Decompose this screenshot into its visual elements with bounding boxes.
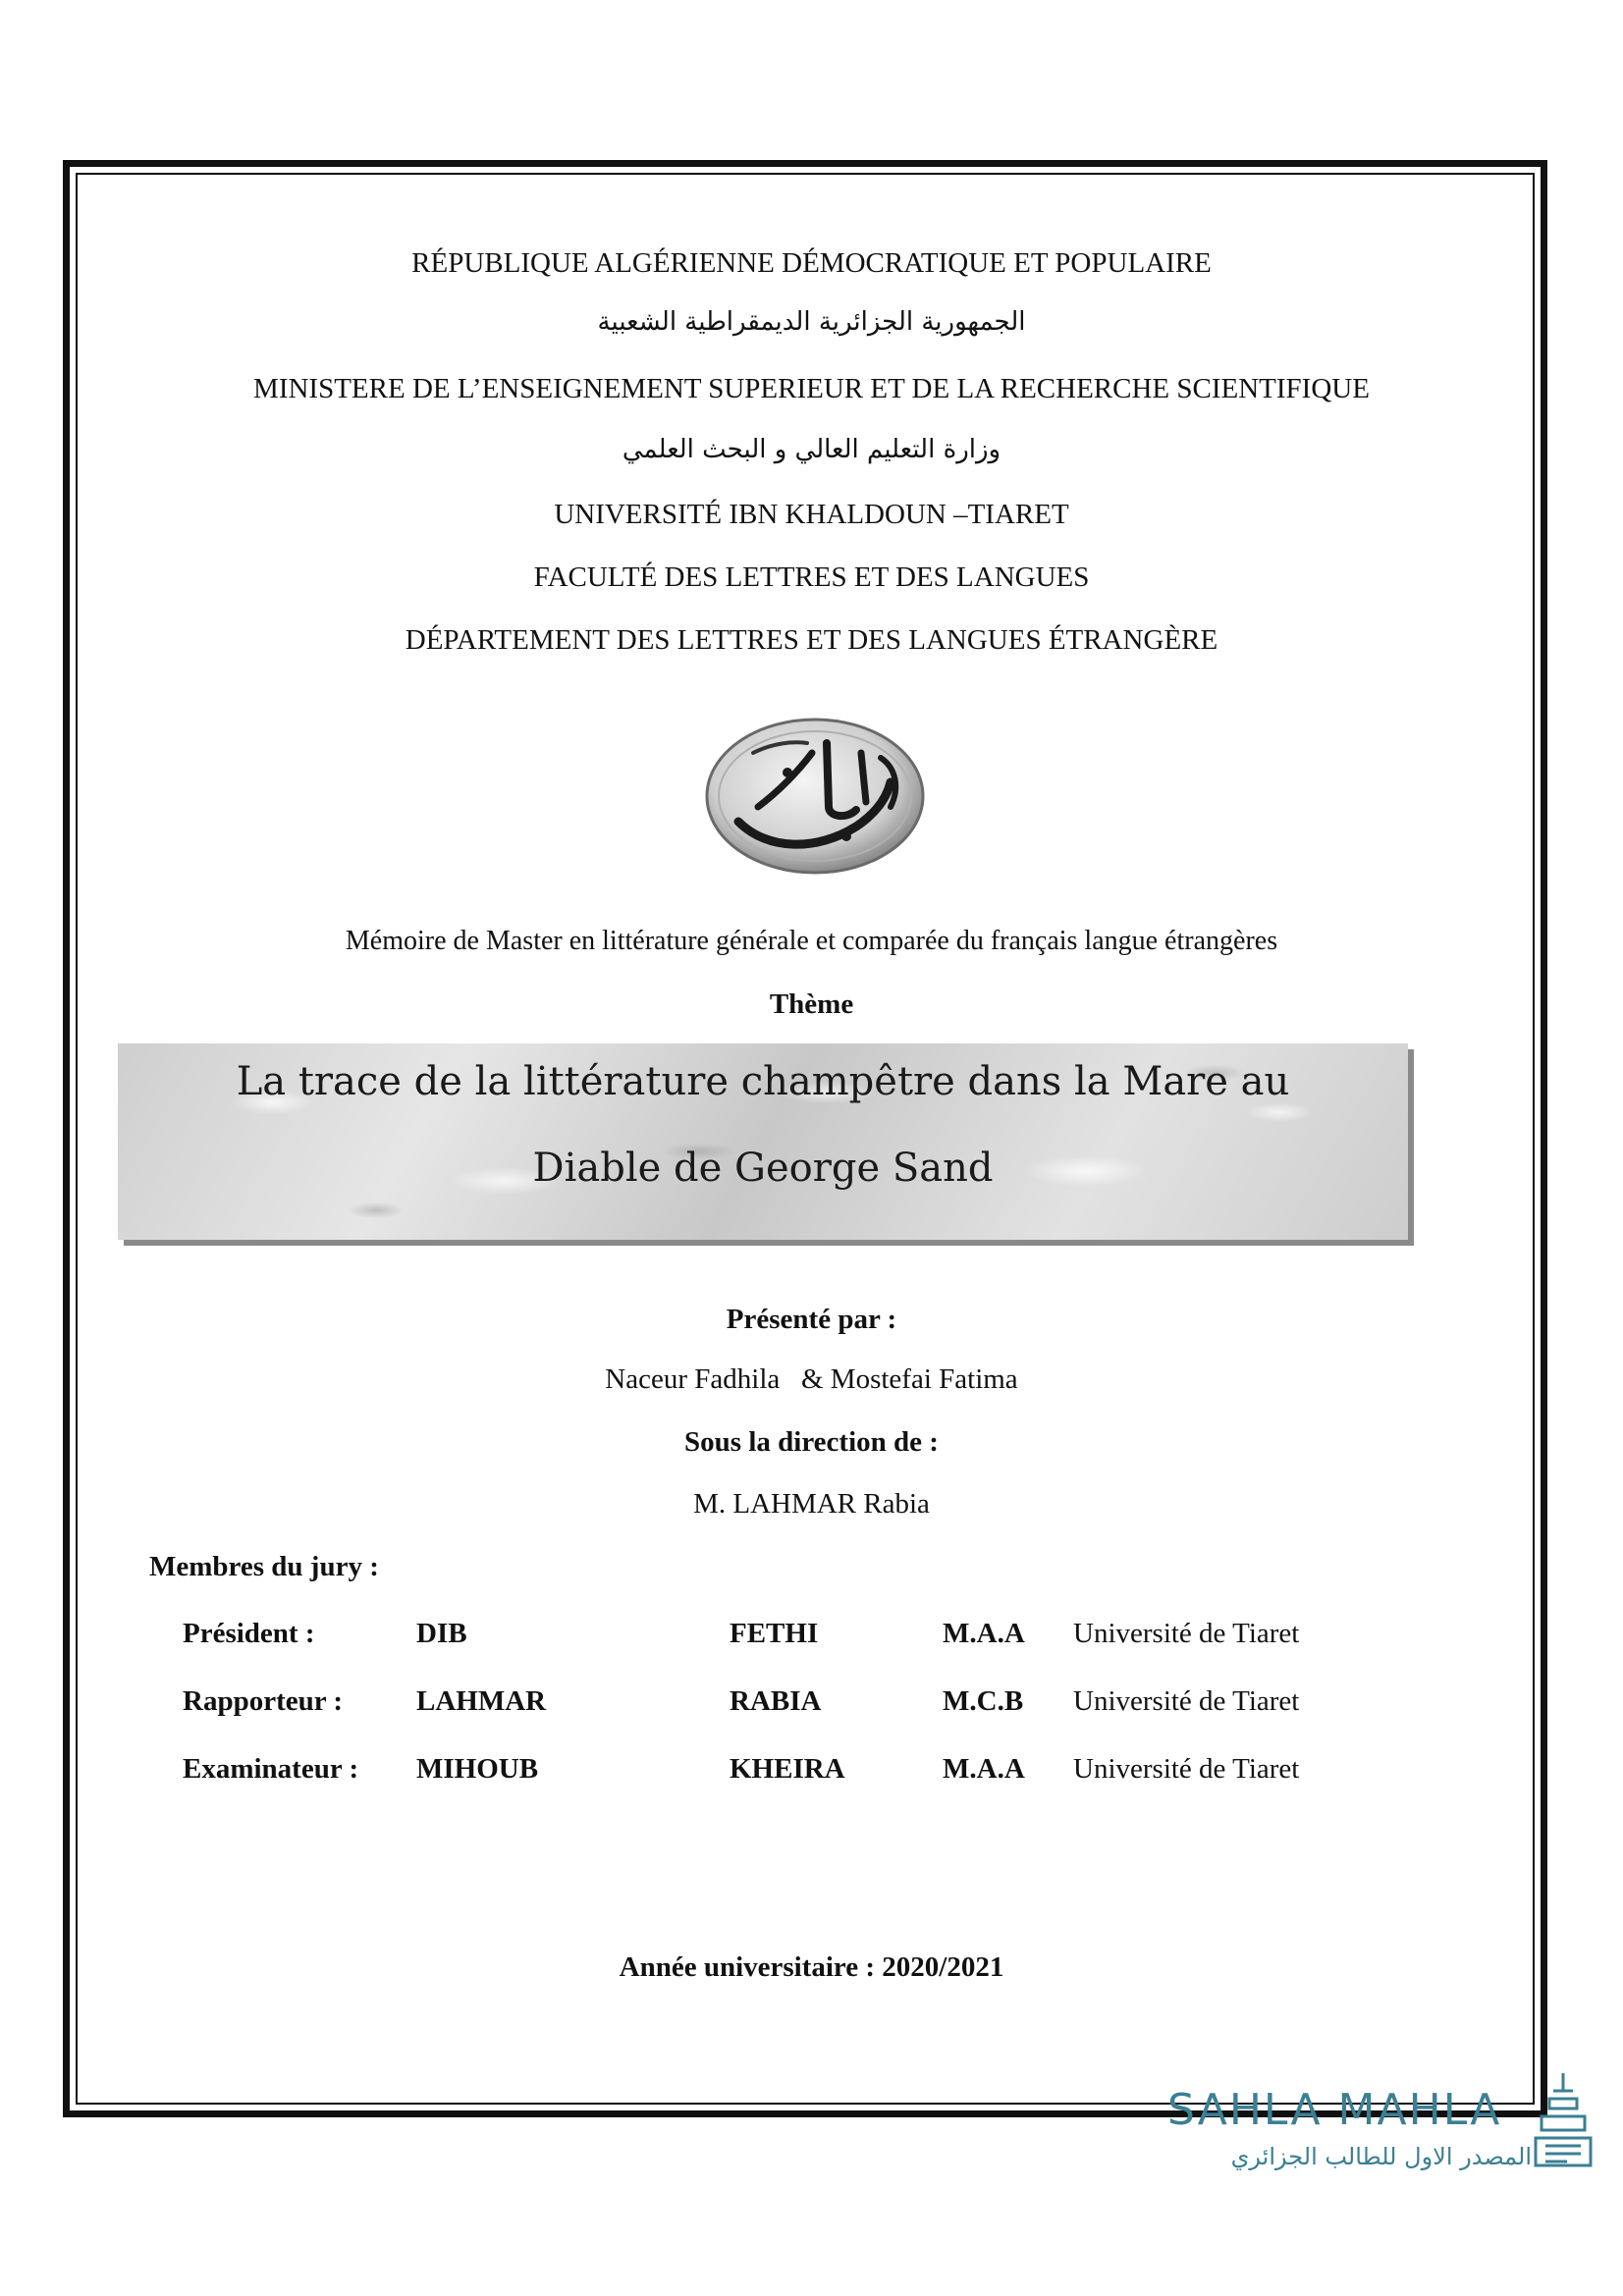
jury-lastname: LAHMAR <box>416 1685 547 1717</box>
direction-label: Sous la direction de : <box>684 1426 939 1458</box>
jury-grade: M.A.A <box>943 1753 1025 1785</box>
university-name: UNIVERSITÉ IBN KHALDOUN –TIARET <box>554 499 1069 530</box>
jury-firstname: RABIA <box>730 1685 822 1717</box>
jury-grade: M.A.A <box>943 1618 1025 1649</box>
jury-role: Examinateur : <box>183 1753 359 1785</box>
ministry-arabic: وزارة التعليم العالي و البحث العلمي <box>622 435 1001 464</box>
theme-label: Thème <box>769 988 854 1020</box>
jury-grade: M.C.B <box>943 1685 1024 1717</box>
republic-arabic: الجمهورية الجزائرية الديمقراطية الشعبية <box>597 307 1026 337</box>
presented-by-label: Présenté par : <box>726 1304 897 1335</box>
theme-title-line-2: Diable de George Sand <box>532 1146 994 1191</box>
department-name: DÉPARTEMENT DES LETTRES ET DES LANGUES ÉTRANGÈRE <box>405 624 1218 656</box>
theme-title-box <box>118 1043 1408 1240</box>
sahla-mahla-brand: SAHLA MAHLA <box>1167 2085 1502 2135</box>
jury-lastname: MIHOUB <box>416 1753 539 1785</box>
theme-title-line-1: La trace de la littérature champêtre dans la Mare au <box>236 1059 1290 1104</box>
jury-lastname: DIB <box>416 1618 467 1649</box>
memoire-description: Mémoire de Master en littérature générale et comparée du français langue étrangères <box>345 926 1278 956</box>
sahla-mahla-tagline: المصدر الاول للطالب الجزائري <box>1230 2143 1532 2170</box>
academic-year: Année universitaire : 2020/2021 <box>619 1951 1004 1983</box>
jury-institution: Université de Tiaret <box>1073 1618 1300 1649</box>
jury-institution: Université de Tiaret <box>1073 1753 1300 1785</box>
jury-role: Rapporteur : <box>183 1685 343 1717</box>
sahla-mahla-logo-icon <box>1532 2069 1595 2171</box>
jury-label: Membres du jury : <box>149 1551 379 1582</box>
jury-institution: Université de Tiaret <box>1073 1685 1300 1717</box>
university-emblem-icon <box>699 714 931 879</box>
ministry-french: MINISTERE DE L’ENSEIGNEMENT SUPERIEUR ET DE LA RECHERCHE SCIENTIFIQUE <box>253 373 1370 404</box>
faculty-name: FACULTÉ DES LETTRES ET DES LANGUES <box>533 561 1090 593</box>
jury-firstname: KHEIRA <box>730 1753 845 1785</box>
authors-names: Naceur Fadhila & Mostefai Fatima <box>605 1363 1018 1395</box>
republic-french: RÉPUBLIQUE ALGÉRIENNE DÉMOCRATIQUE ET POPULAIRE <box>411 247 1212 279</box>
supervisor-name: M. LAHMAR Rabia <box>693 1488 930 1520</box>
jury-role: Président : <box>183 1618 315 1649</box>
jury-firstname: FETHI <box>730 1618 819 1649</box>
